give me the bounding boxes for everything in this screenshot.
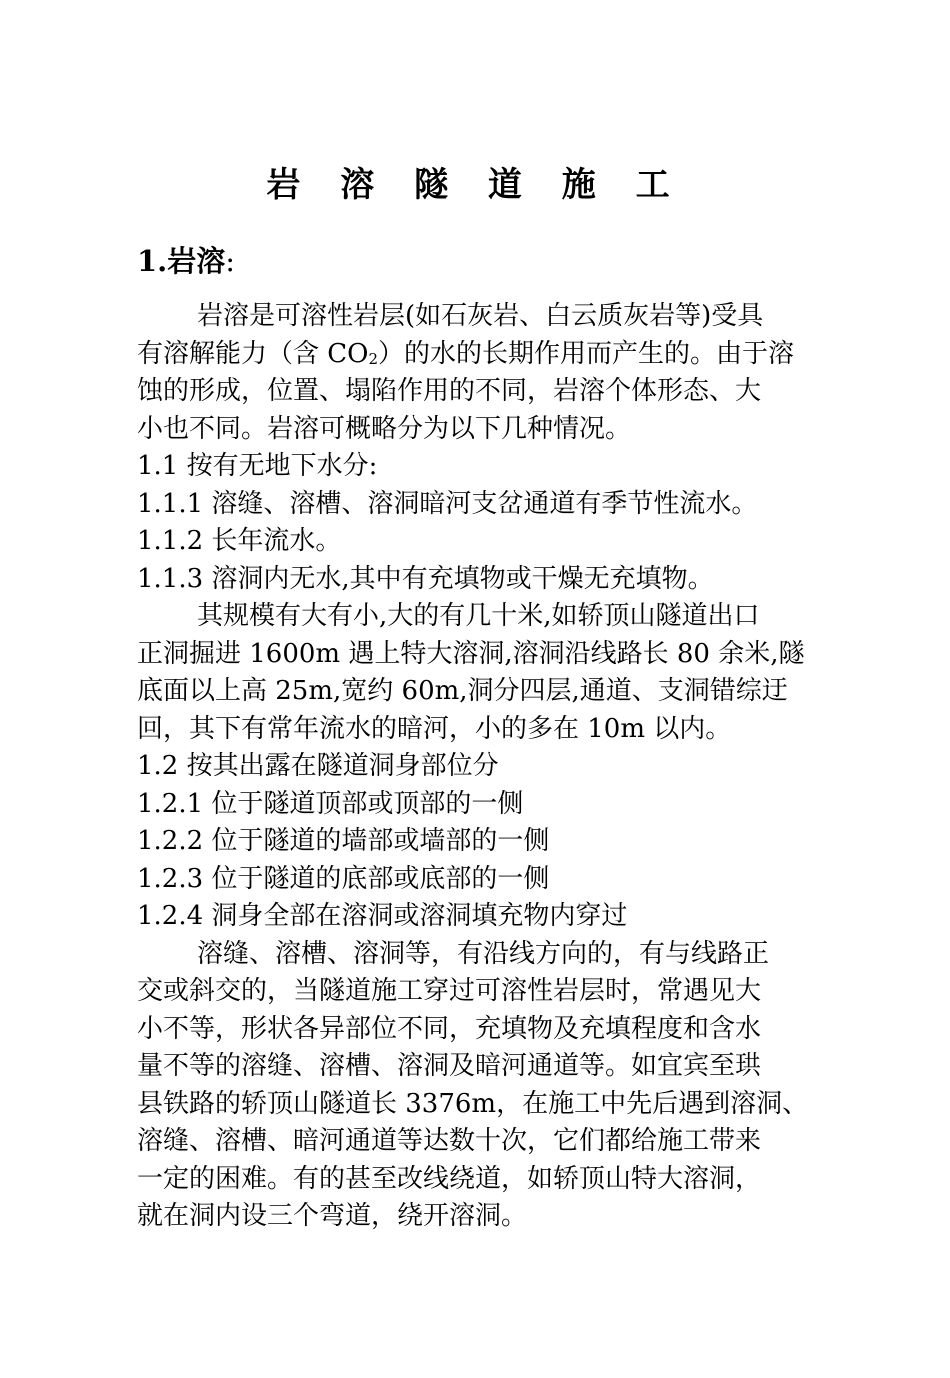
paragraph-line: 底面以上高 25m,宽约 60m,洞分四层,通道、支洞错综迂 [137,676,788,706]
list-item: 1.1 按有无地下水分: [137,451,378,481]
paragraph-line: 小不等，形状各异部位不同，充填物及充填程度和含水 [137,1013,762,1044]
list-item: 1.2.3 位于隧道的底部或底部的一侧 [137,863,550,894]
document-title: 岩 溶 隧 道 施 工 [266,165,684,205]
paragraph-line: 岩溶是可溶性岩层(如石灰岩、白云质灰岩等)受具 [197,301,764,331]
paragraph-line: 正洞掘进 1600m 遇上特大溶洞,溶洞沿线路长 80 余米,隧 [137,638,805,669]
paragraph-line: 交或斜交的，当隧道施工穿过可溶性岩层时，常遇见大 [137,976,762,1006]
paragraph-line: 县铁路的轿顶山隧道长 3376m，在施工中先后遇到溶洞、 [137,1088,809,1119]
paragraph-line: 一定的困难。有的甚至改线绕道，如轿顶山特大溶洞， [137,1163,762,1194]
paragraph-line: 溶缝、溶槽、暗河通道等达数十次，它们都给施工带来 [137,1126,762,1156]
section-heading-colon: : [225,244,236,278]
text-run: ）的水的长期作用而产生的。由于溶 [378,338,795,369]
list-item: 1.2.4 洞身全部在溶洞或溶洞填充物内穿过 [137,901,628,931]
list-item: 1.2.2 位于隧道的墙部或墙部的一侧 [137,826,550,856]
list-item: 1.2 按其出露在隧道洞身部位分 [137,751,499,781]
paragraph-line: 蚀的形成，位置、塌陷作用的不同，岩溶个体形态、大 [137,376,762,406]
list-item: 1.1.1 溶缝、溶槽、溶洞暗河支岔通道有季节性流水。 [137,488,758,519]
list-item: 1.2.1 位于隧道顶部或顶部的一侧 [137,788,524,819]
paragraph-line: 小也不同。岩溶可概略分为以下几种情况。 [137,413,632,444]
section-heading [137,236,235,286]
list-item: 1.1.2 长年流水。 [137,526,342,556]
paragraph-line: 量不等的溶缝、溶槽、溶洞及暗河通道等。如宜宾至珙 [137,1051,762,1081]
paragraph-line [137,336,857,374]
document-body [137,298,857,1236]
paragraph-line: 就在洞内设三个弯道，绕开溶洞。 [137,1201,528,1231]
paragraph-line: 回，其下有常年流水的暗河，小的多在 10m 以内。 [137,713,732,744]
list-item: 1.1.3 溶洞内无水,其中有充填物或干燥无充填物。 [137,563,714,594]
text-run: 有溶解能力（含 CO [137,338,369,369]
paragraph-line: 其规模有大有小,大的有几十米,如轿顶山隧道出口 [197,601,760,631]
section-heading-label: 1.岩溶 [137,244,226,278]
subscript: 2 [368,349,379,368]
paragraph-line: 溶缝、溶槽、溶洞等，有沿线方向的，有与线路正 [197,938,770,969]
